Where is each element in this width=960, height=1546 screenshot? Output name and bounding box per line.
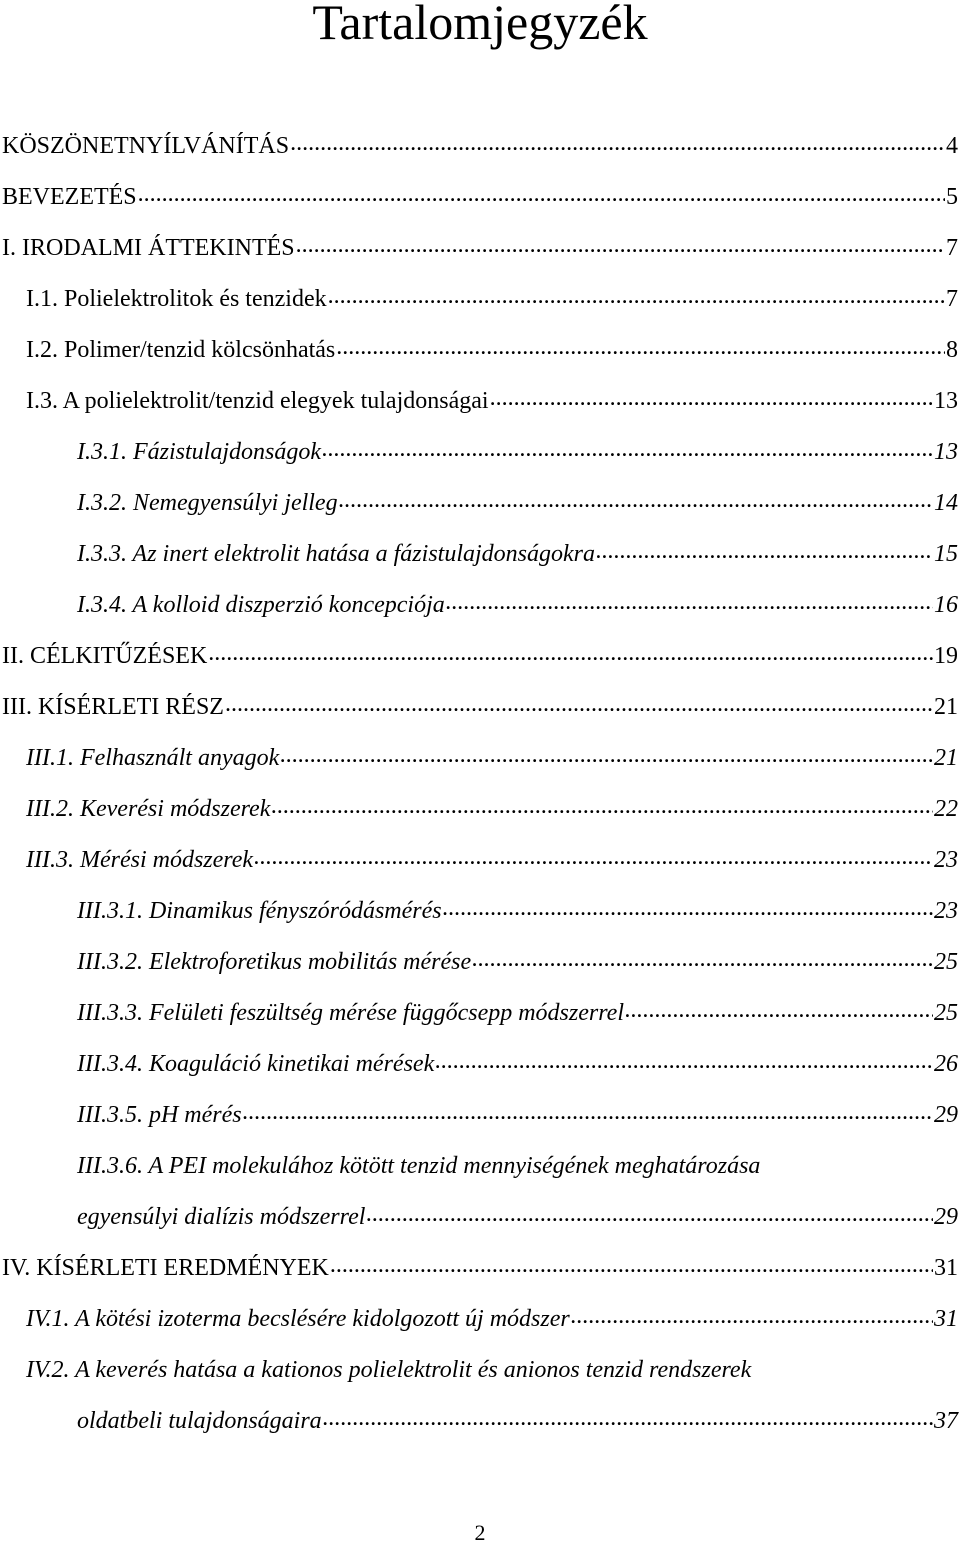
toc-entry[interactable] (77, 1199, 958, 1235)
toc-page-number: 29 (934, 1204, 958, 1230)
toc-leader-dots (322, 435, 933, 459)
toc-entry-title: I.3.4. A kolloid diszperzió koncepciója (77, 592, 445, 618)
toc-entry[interactable] (2, 1250, 958, 1286)
toc-entry[interactable] (26, 383, 958, 419)
toc-entry-title: III.3.5. pH mérés (77, 1102, 242, 1128)
toc-entry-title-line1[interactable]: III.3.6. A PEI molekulához kötött tenzid mennyiségének meghatározása (77, 1153, 761, 1179)
toc-entry[interactable] (77, 944, 958, 980)
toc-leader-dots (225, 690, 933, 714)
toc-entry[interactable] (26, 1301, 958, 1337)
toc-entry-title: I.2. Polimer/tenzid kölcsönhatás (26, 337, 336, 363)
toc-page-number: 22 (934, 796, 958, 822)
toc-entry[interactable] (2, 230, 958, 266)
toc-page-number: 13 (934, 388, 958, 414)
toc-leader-dots (243, 1098, 933, 1122)
toc-leader-dots (366, 1200, 933, 1224)
toc-page-number: 23 (934, 898, 958, 924)
toc-entry[interactable] (26, 791, 958, 827)
toc-page-number: 4 (946, 133, 958, 159)
toc-page-number: 16 (934, 592, 958, 618)
toc-leader-dots (138, 180, 945, 204)
toc-entry-title: III.2. Keverési módszerek (26, 796, 271, 822)
toc-page-number: 23 (934, 847, 958, 873)
toc-page-number: 14 (934, 490, 958, 516)
toc-entry[interactable] (2, 179, 958, 215)
toc-entry[interactable] (77, 893, 958, 929)
toc-leader-dots (280, 741, 933, 765)
toc-leader-dots (290, 129, 945, 153)
toc-entry[interactable] (77, 995, 958, 1031)
toc-leader-dots (490, 384, 933, 408)
toc-entry[interactable] (2, 128, 958, 164)
toc-leader-dots (208, 639, 933, 663)
toc-page-number: 21 (934, 745, 958, 771)
toc-leader-dots (339, 486, 933, 510)
toc-entry[interactable] (77, 485, 958, 521)
toc-entry-title: III.3.4. Koaguláció kinetikai mérések (77, 1051, 435, 1077)
toc-entry-title: I.1. Polielektrolitok és tenzidek (26, 286, 327, 312)
toc-page-number: 31 (934, 1255, 958, 1281)
toc-entry-title: I.3.1. Fázistulajdonságok (77, 439, 321, 465)
toc-entry-title: I.3. A polielektrolit/tenzid elegyek tulajdonságai (26, 388, 489, 414)
toc-leader-dots (271, 792, 933, 816)
toc-entry-title: I. IRODALMI ÁTTEKINTÉS (2, 235, 295, 261)
toc-leader-dots (472, 945, 933, 969)
toc-entry-title: III.3. Mérési módszerek (26, 847, 254, 873)
toc-entry-title: III.3.1. Dinamikus fényszóródásmérés (77, 898, 442, 924)
toc-leader-dots (446, 588, 933, 612)
toc-entry[interactable] (77, 536, 958, 572)
toc-page-number: 8 (946, 337, 958, 363)
toc-page-number: 31 (934, 1306, 958, 1332)
toc-entry[interactable] (77, 587, 958, 623)
toc-entry-title: III.3.3. Felületi feszültség mérése függőcsepp módszerrel (77, 1000, 624, 1026)
toc-page-number: 5 (946, 184, 958, 210)
toc-page-number: 13 (934, 439, 958, 465)
toc-page-number: 29 (934, 1102, 958, 1128)
toc-leader-dots (435, 1047, 933, 1071)
toc-entry[interactable] (26, 740, 958, 776)
toc-entry-title: III. KÍSÉRLETI RÉSZ (2, 694, 224, 720)
toc-leader-dots (328, 282, 945, 306)
toc-entry[interactable] (26, 332, 958, 368)
toc-page-number: 7 (946, 235, 958, 261)
toc-leader-dots (443, 894, 933, 918)
toc-leader-dots (596, 537, 933, 561)
toc-entry[interactable] (26, 842, 958, 878)
toc-page-number: 26 (934, 1051, 958, 1077)
toc-entry-title: egyensúlyi dialízis módszerrel (77, 1204, 366, 1230)
toc-page-number: 21 (934, 694, 958, 720)
toc-page-number: 37 (934, 1408, 958, 1434)
toc-entry[interactable] (77, 1046, 958, 1082)
toc-entry-title: I.3.3. Az inert elektrolit hatása a fázistulajdonságokra (77, 541, 595, 567)
toc-page-number: 25 (934, 949, 958, 975)
toc-leader-dots (296, 231, 945, 255)
toc-leader-dots (254, 843, 933, 867)
page-number-footer: 2 (474, 1520, 486, 1545)
toc-leader-dots (330, 1251, 933, 1275)
toc-leader-dots (571, 1302, 933, 1326)
toc-entry-title: IV.1. A kötési izoterma becslésére kidolgozott új módszer (26, 1306, 570, 1332)
toc-entry[interactable] (77, 1403, 958, 1439)
toc-entry-title: III.3.2. Elektroforetikus mobilitás mérése (77, 949, 472, 975)
toc-page-number: 15 (934, 541, 958, 567)
toc-entry-title: IV. KÍSÉRLETI EREDMÉNYEK (2, 1255, 329, 1281)
toc-entry-title: KÖSZÖNETNYÍLVÁNÍTÁS (2, 133, 290, 159)
toc-leader-dots (323, 1404, 933, 1428)
toc-entry-title: BEVEZETÉS (2, 184, 137, 210)
toc-entry[interactable] (77, 434, 958, 470)
toc-entry-title: oldatbeli tulajdonságaira (77, 1408, 322, 1434)
toc-entry-title-line1[interactable]: IV.2. A keverés hatása a kationos polielektrolit és anionos tenzid rendszerek (26, 1357, 752, 1383)
toc-page-number: 19 (934, 643, 958, 669)
toc-entry[interactable] (2, 689, 958, 725)
toc-leader-dots (625, 996, 933, 1020)
toc-page-number: 7 (946, 286, 958, 312)
toc-entry[interactable] (77, 1097, 958, 1133)
toc-entry-title: I.3.2. Nemegyensúlyi jelleg (77, 490, 338, 516)
toc-entry[interactable] (2, 638, 958, 674)
toc-leader-dots (336, 333, 945, 357)
toc-entry-title: III.1. Felhasznált anyagok (26, 745, 280, 771)
page-title: Tartalomjegyzék (312, 0, 648, 50)
toc-entry-title: II. CÉLKITŰZÉSEK (2, 643, 208, 669)
toc-page-number: 25 (934, 1000, 958, 1026)
toc-entry[interactable] (26, 281, 958, 317)
